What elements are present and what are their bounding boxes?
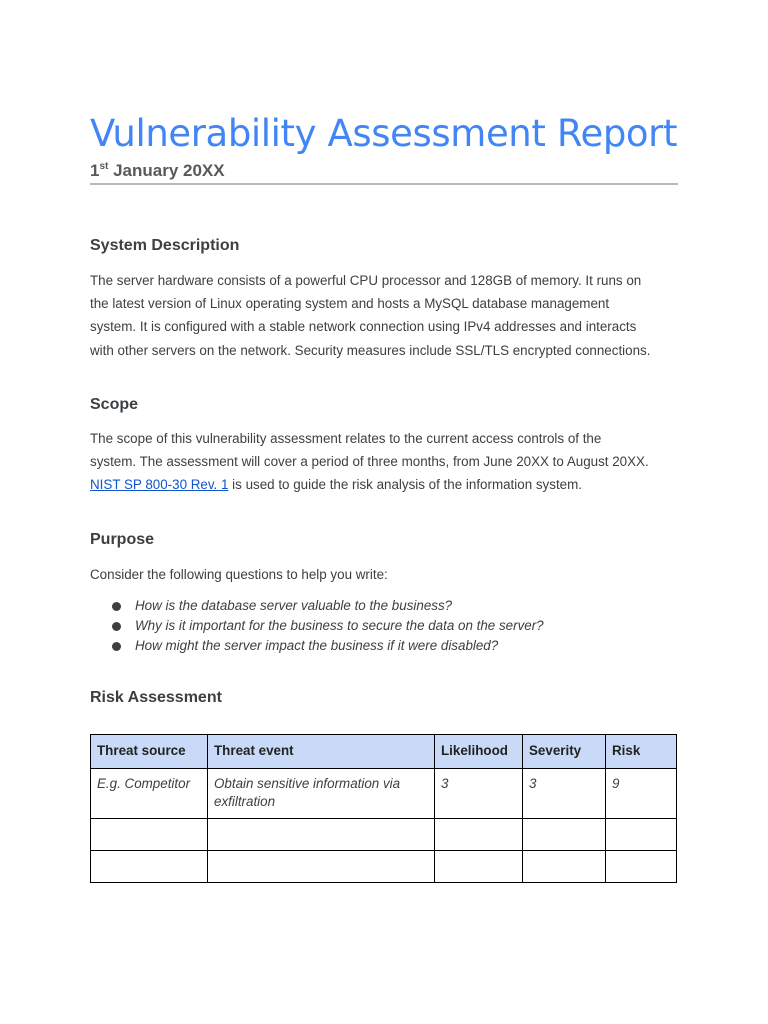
scope-after-link: is used to guide the risk analysis of the information system. [228, 477, 582, 493]
table-cell[interactable] [208, 851, 435, 883]
risk-assessment-heading: Risk Assessment [90, 689, 222, 706]
table-cell[interactable] [523, 819, 606, 851]
column-header-risk: Risk [606, 735, 677, 769]
table-cell[interactable] [606, 819, 677, 851]
table-cell[interactable]: 3 [435, 769, 523, 819]
column-header-threat-source: Threat source [91, 735, 208, 769]
purpose-question-list [112, 596, 544, 656]
table-cell[interactable] [435, 851, 523, 883]
nist-link[interactable]: NIST SP 800-30 Rev. 1 [90, 477, 229, 493]
system-description-line: The server hardware consists of a powerful CPU processor and 128GB of memory. It runs on [90, 273, 642, 288]
table-cell[interactable]: Obtain sensitive information via exfiltration [208, 769, 435, 819]
report-title: Vulnerability Assessment Report [90, 112, 678, 155]
purpose-intro: Consider the following questions to help you write: [90, 567, 388, 582]
table-cell[interactable]: E.g. Competitor [91, 769, 208, 819]
question-text: How is the database server valuable to the business? [135, 598, 453, 613]
date-rest: January 20XX [108, 161, 225, 180]
table-row [91, 769, 677, 819]
date-day: 1 [90, 161, 100, 180]
table-row [91, 851, 677, 883]
list-item [112, 596, 544, 616]
scope-line: system. The assessment will cover a period of three months, from June 20XX to August 20XX. [90, 454, 649, 470]
table-cell[interactable] [91, 851, 208, 883]
system-description-text [90, 269, 690, 362]
table-cell[interactable]: 3 [523, 769, 606, 819]
table-cell[interactable] [91, 819, 208, 851]
question-text: How might the server impact the business if it were disabled? [135, 638, 499, 653]
table-cell[interactable] [208, 819, 435, 851]
column-header-severity: Severity [523, 735, 606, 769]
report-date [90, 161, 225, 181]
date-suffix: st [99, 161, 109, 172]
title-divider [90, 183, 678, 185]
scope-text [90, 427, 690, 497]
purpose-heading: Purpose [90, 531, 155, 548]
system-description-heading: System Description [90, 237, 240, 254]
table-cell[interactable] [435, 819, 523, 851]
table-cell[interactable]: 9 [606, 769, 677, 819]
scope-line: The scope of this vulnerability assessment relates to the current access controls of the [90, 431, 602, 446]
table-cell[interactable] [606, 851, 677, 883]
bullet-icon [112, 622, 121, 631]
list-item [112, 636, 544, 656]
scope-line-with-link [90, 473, 690, 496]
table-cell[interactable] [523, 851, 606, 883]
bullet-icon [112, 602, 121, 611]
scope-heading: Scope [90, 396, 139, 413]
system-description-line: with other servers on the network. Security measures include SSL/TLS encrypted connections. [90, 342, 651, 358]
risk-assessment-table [90, 734, 677, 883]
column-header-likelihood: Likelihood [435, 735, 523, 769]
question-text: Why is it important for the business to secure the data on the server? [135, 618, 544, 633]
column-header-threat-event: Threat event [208, 735, 435, 769]
list-item [112, 616, 544, 636]
table-header-row [91, 735, 677, 769]
system-description-line: system. It is configured with a stable network connection using IPv4 addresses and interacts [90, 319, 637, 335]
table-row [91, 819, 677, 851]
system-description-line: the latest version of Linux operating system and hosts a MySQL database management [90, 296, 610, 312]
bullet-icon [112, 642, 121, 651]
